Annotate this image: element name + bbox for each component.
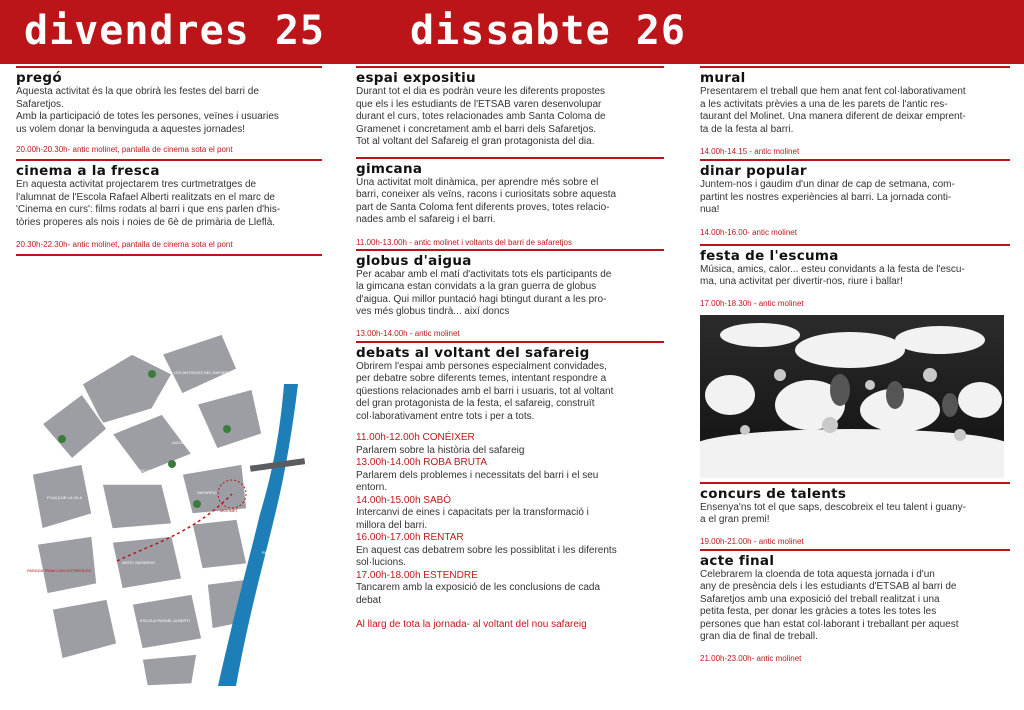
section-time: 19.00h-21.00h - antic molinet xyxy=(700,536,804,546)
map-label: ANTIC SAFAREIG xyxy=(122,560,156,565)
map-label: RIU BESÒS xyxy=(262,550,284,555)
map-block xyxy=(102,484,172,529)
body-line: Aquesta activitat és la que obrirà les festes del barri de xyxy=(16,86,259,97)
body-line: a les activitats prèvies a una de les parets de l'antic res- xyxy=(700,98,948,110)
body-line: nua! xyxy=(700,204,720,215)
map-block xyxy=(197,389,262,449)
saturday-column-middle xyxy=(356,66,664,632)
section-title: pregó xyxy=(16,70,62,86)
section-body xyxy=(700,264,1010,289)
map-label: ACCÉS xyxy=(82,525,96,530)
section-divider xyxy=(700,244,1010,246)
tree-icon xyxy=(168,460,176,468)
body-line: persones que han estat col·laborant i treballant per aquest xyxy=(700,618,959,630)
body-line: Amb la participació de totes les persones, veïnes i usuaries xyxy=(16,111,279,122)
section-footer: Al llarg de tota la jornada- al voltant del nou safareig xyxy=(356,619,587,630)
body-line: Una activitat molt dinàmica, per aprendre més sobre el xyxy=(356,176,599,188)
section-time: 14.00h-14.15 - antic molinet xyxy=(700,147,800,156)
body-line: Safaretjos. xyxy=(16,98,64,110)
body-line: gran dia de final de treball. xyxy=(700,631,818,642)
body-line: d'aigua. Qui millor puntació hagi btingut durant a les pro- xyxy=(356,293,607,305)
section-cinema xyxy=(16,163,322,250)
body-line: barri, coneixer als veïns, racons i curiositats sobre aquesta xyxy=(356,189,617,200)
foam-party-photo xyxy=(700,315,1004,478)
debate-time: 11.00h-12.00h CONÉIXER xyxy=(356,432,475,443)
section-title: espai expositiu xyxy=(356,70,476,86)
body-line: Celebrarem la cloenda de tota aquesta jornada i d'un xyxy=(700,568,935,580)
map-label: CARRER DEL SAFAREIG xyxy=(157,395,204,400)
section-body xyxy=(356,269,664,319)
debate-time: 16.00h-17.00h RENTAR xyxy=(356,532,464,543)
section-escuma xyxy=(700,248,1010,478)
debate-description: debat xyxy=(356,594,382,606)
section-gimcana xyxy=(356,161,664,248)
body-line: petita festa, per donar les gràcies a totes les totes les xyxy=(700,606,937,617)
debate-description: entorn. xyxy=(356,482,388,493)
body-line: nades amb el safareig i el barri. xyxy=(356,214,496,225)
body-line: Gramenet i concretament amb el barri dels Safaretjos. xyxy=(356,123,597,135)
body-line: l'alumnat de l'Escola Rafael Alberti realitzats en el marc de xyxy=(16,191,275,203)
debate-description: Intercanvi de eines i capacitats per la transformació i xyxy=(356,507,589,518)
body-line: que els i les estudiants de l'ETSAB varen desenvolupar xyxy=(356,98,602,110)
map-label: MOLINET xyxy=(220,508,238,513)
tree-icon xyxy=(223,425,231,433)
neighborhood-map xyxy=(22,314,322,694)
debate-description: En aquest cas debatrem sobre les possiblitat i les diferents xyxy=(356,544,617,556)
map-block xyxy=(142,654,197,686)
map-block xyxy=(162,334,237,394)
section-divider xyxy=(356,157,664,159)
section-body xyxy=(700,86,1010,136)
section-divider xyxy=(700,549,1010,551)
body-line: Tot al voltant del Safareig el gran protagonista del dia. xyxy=(356,136,595,147)
section-divider xyxy=(16,66,322,68)
tree-icon xyxy=(58,435,66,443)
body-line: Obrirem l'espai amb persones especialment convidades, xyxy=(356,360,607,372)
body-line: durant el curs, totes relacionades amb Santa Coloma de xyxy=(356,111,606,122)
body-line: ves més globus tindrà... així doncs xyxy=(356,306,510,317)
body-line: Juntem-nos i gaudim d'un dinar de cap de setmana, com- xyxy=(700,179,955,190)
debate-description: millora del barri. xyxy=(356,519,428,531)
body-line: Safaretjos amb una exposició del treball realitzat i una xyxy=(700,593,940,605)
debate-time: 13.00h-14.00h ROBA BRUTA xyxy=(356,457,487,468)
map-label: PARADA TRAM CAN GOTEROLES xyxy=(27,568,91,573)
debate-description: Tancarem amb la exposició de les conclusions de cada xyxy=(356,582,601,593)
body-line: ma, una activitat per divertir-nos, riure i ballar! xyxy=(700,276,903,287)
map-label: AIGUA xyxy=(172,440,185,445)
section-body xyxy=(356,361,664,424)
section-body xyxy=(16,86,322,136)
section-espai-expositiu xyxy=(356,70,664,157)
body-line: per debatre sobre diferents temes, intentant respondre a xyxy=(356,373,607,384)
day-title-saturday: dissabte 26 xyxy=(410,8,686,54)
section-acte-final xyxy=(700,553,1010,664)
map-label: PONT xyxy=(262,452,274,457)
section-body xyxy=(356,86,664,149)
section-globus xyxy=(356,253,664,339)
body-line: col·laborativament entre tots i per a tots. xyxy=(356,410,535,422)
body-line: 'Cinema en curs': films rodats al barri i que ens parlen d'his- xyxy=(16,204,281,215)
section-mural xyxy=(700,70,1010,157)
map-label: PLAÇA DEL SAFAREIG xyxy=(200,450,243,455)
map-label: LES ANTIGUES DEL SAFAREIG xyxy=(174,370,233,375)
body-line: Ensenya'ns tot el que saps, descobreix el teu talent i guany- xyxy=(700,501,966,513)
section-title: cinema a la fresca xyxy=(16,163,160,179)
section-divider xyxy=(700,66,1010,68)
map-block xyxy=(37,536,97,594)
section-divider xyxy=(700,482,1010,484)
body-line: Per acabar amb el matí d'activitats tots els participants de xyxy=(356,268,612,280)
body-line: qüestions relacionades amb el barri i usuaris, tot al voltant xyxy=(356,385,614,397)
header-banner xyxy=(0,0,1024,64)
section-title: mural xyxy=(700,70,746,86)
debate-time: 14.00h-15.00h SABÓ xyxy=(356,494,452,506)
section-title: debats al voltant del safareig xyxy=(356,344,590,361)
debate-description: sol·lucions. xyxy=(356,557,407,568)
section-title: festa de l'escuma xyxy=(700,247,839,264)
section-title: acte final xyxy=(700,552,775,569)
map-block xyxy=(52,599,117,659)
section-dinar xyxy=(700,163,1010,238)
section-time: 17.00h-18.30h - antic molinet xyxy=(700,298,804,308)
debate-time: 17.00h-18.00h ESTENDRE xyxy=(356,569,478,581)
day-title-friday: divendres 25 xyxy=(24,8,325,54)
section-time: 13.00h-14.00h - antic molinet xyxy=(356,328,460,338)
body-line: partint les nostres experiències al barri. La jornada conti- xyxy=(700,191,952,203)
map-block xyxy=(192,519,247,569)
section-divider xyxy=(356,341,664,343)
body-line: del gran protagonista de la festa, el safareig, construït xyxy=(356,398,595,409)
tree-icon xyxy=(193,500,201,508)
section-time: 11.00h-13.00h - antic molinet i voltants del barri de safaretjos xyxy=(356,237,572,247)
body-line: us volem donar la benvinguda a aquestes jornades! xyxy=(16,123,246,135)
debate-description: Parlarem sobre la història del safareig xyxy=(356,444,525,456)
section-talents xyxy=(700,486,1010,547)
section-body xyxy=(700,179,1010,217)
section-title: concurs de talents xyxy=(700,485,847,502)
section-prego xyxy=(16,70,322,155)
section-divider xyxy=(356,249,664,251)
section-time: 20.00h-20.30h- antic molinet, pantalla de cinema sota el pont xyxy=(16,145,233,154)
friday-column xyxy=(16,66,322,258)
section-body xyxy=(16,179,322,229)
body-line: Música, amics, calor... esteu convidants a la festa de l'escu- xyxy=(700,263,965,275)
map-label: PLAÇA DE LA VILA xyxy=(47,495,83,500)
map-label: SAFAREIG xyxy=(197,490,218,495)
body-line: Durant tot el dia es podràn veure les diferents propostes xyxy=(356,86,606,97)
body-line: any de presència dels i les estudiants d'ETSAB al barri de xyxy=(700,581,957,592)
map-label: ANTIC MOLINET xyxy=(134,468,165,473)
body-line: a el gran premi! xyxy=(700,514,770,525)
section-body xyxy=(356,177,664,227)
body-line: Presentarem el treball que hem anat fent col·laborativament xyxy=(700,86,966,97)
section-title: dinar popular xyxy=(700,163,807,179)
body-line: ta de la festa al barri. xyxy=(700,123,794,135)
section-body xyxy=(700,502,1010,527)
section-time: 21.00h-23.00h- antic molinet xyxy=(700,653,802,663)
body-line: taurant del Molinet. Una manera diferent de deixar emprent- xyxy=(700,111,966,122)
body-line: En aquesta activitat projectarem tres curtmetratges de xyxy=(16,179,257,190)
section-time: 14.00h-16.00- antic molinet xyxy=(700,227,797,237)
section-debats xyxy=(356,345,664,632)
tree-icon xyxy=(148,370,156,378)
section-divider xyxy=(16,254,322,256)
section-divider xyxy=(700,159,1010,161)
saturday-column-right xyxy=(700,66,1010,668)
body-line: tòries properes als nois i noies de 6è de primària de Lleflà. xyxy=(16,216,276,228)
body-line: la gimcana estan convidats a la gran guerra de globus xyxy=(356,281,597,292)
section-divider xyxy=(16,159,322,161)
body-line: part de Santa Coloma fent diferents proves, totes relacio- xyxy=(356,201,610,213)
section-title: gimcana xyxy=(356,160,423,177)
section-time: 20.30h-22.30h- antic molinet, pantalla de cinema sota el pont xyxy=(16,240,233,249)
section-divider xyxy=(356,66,664,68)
section-title: globus d'aigua xyxy=(356,252,472,269)
debate-description: Parlarem dels problemes i necessitats del barri i el seu xyxy=(356,469,599,481)
map-label: ESCOLA RAFAEL ALBERTI xyxy=(140,618,190,623)
section-body xyxy=(700,569,1010,644)
